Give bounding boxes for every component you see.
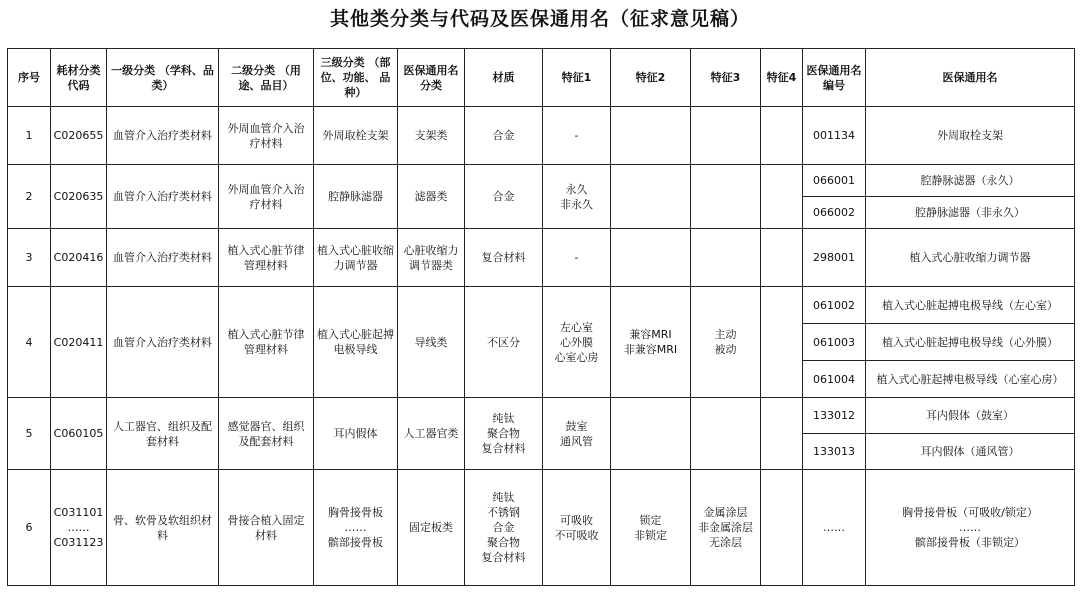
- cell-generic-code: 061002: [803, 287, 866, 324]
- header-level1: 一级分类 （学科、品类）: [107, 49, 219, 107]
- cell-level3: 外周取栓支架: [314, 107, 398, 165]
- cell-feature-3: 金属涂层 非金属涂层 无涂层: [691, 470, 761, 586]
- cell-seq: 5: [8, 398, 51, 470]
- cell-generic-name: 植入式心脏收缩力调节器: [866, 229, 1075, 287]
- header-row: [8, 49, 1075, 107]
- header-feature-1: 特征1: [543, 49, 611, 107]
- cell-seq: 6: [8, 470, 51, 586]
- header-category: 医保通用名 分类: [398, 49, 465, 107]
- header-generic-name: 医保通用名: [866, 49, 1075, 107]
- cell-feature-1: -: [543, 107, 611, 165]
- cell-feature-3: [691, 107, 761, 165]
- cell-level3: 腔静脉滤器: [314, 165, 398, 229]
- cell-level2: 植入式心脏节律 管理材料: [219, 287, 314, 398]
- cell-category: 导线类: [398, 287, 465, 398]
- cell-level3: 耳内假体: [314, 398, 398, 470]
- cell-generic-name: 外周取栓支架: [866, 107, 1075, 165]
- cell-generic-code: 061004: [803, 361, 866, 398]
- cell-seq: 3: [8, 229, 51, 287]
- cell-generic-code: 133013: [803, 434, 866, 470]
- cell-feature-4: [761, 398, 803, 470]
- cell-level2: 植入式心脏节律 管理材料: [219, 229, 314, 287]
- cell-level2: 感觉器官、组织 及配套材料: [219, 398, 314, 470]
- table-row: [8, 287, 1075, 324]
- cell-category: 心脏收缩力 调节器类: [398, 229, 465, 287]
- cell-generic-code: 061003: [803, 324, 866, 361]
- cell-generic-code: 001134: [803, 107, 866, 165]
- table-row: [8, 229, 1075, 287]
- cell-generic-name: 植入式心脏起搏电极导线（左心室）: [866, 287, 1075, 324]
- cell-level2: 骨接合植入固定 材料: [219, 470, 314, 586]
- cell-generic-code: ……: [803, 470, 866, 586]
- cell-feature-3: [691, 165, 761, 229]
- header-feature-4: 特征4: [761, 49, 803, 107]
- cell-code: C060105: [51, 398, 107, 470]
- cell-generic-code: 133012: [803, 398, 866, 434]
- document-title: 其他类分类与代码及医保通用名（征求意见稿）: [329, 8, 750, 30]
- cell-feature-3: 主动 被动: [691, 287, 761, 398]
- cell-material: 纯钛 不锈钢 合金 聚合物 复合材料: [465, 470, 543, 586]
- cell-category: 支架类: [398, 107, 465, 165]
- cell-generic-name: 胸骨接骨板（可吸收/锁定） …… 髌部接骨板（非锁定）: [866, 470, 1075, 586]
- header-feature-2: 特征2: [611, 49, 691, 107]
- cell-code: C020411: [51, 287, 107, 398]
- cell-material: 不区分: [465, 287, 543, 398]
- cell-feature-1: 可吸收 不可吸收: [543, 470, 611, 586]
- cell-feature-2: [611, 107, 691, 165]
- cell-level2: 外周血管介入治 疗材料: [219, 107, 314, 165]
- cell-code: C020416: [51, 229, 107, 287]
- cell-level1: 血管介入治疗类材料: [107, 287, 219, 398]
- cell-material: 合金: [465, 107, 543, 165]
- cell-generic-name: 植入式心脏起搏电极导线（心外膜）: [866, 324, 1075, 361]
- cell-feature-2: [611, 165, 691, 229]
- header-code: 耗材分类 代码: [51, 49, 107, 107]
- cell-generic-name: 耳内假体（鼓室）: [866, 398, 1075, 434]
- table-row: [8, 165, 1075, 197]
- cell-generic-name: 腔静脉滤器（永久）: [866, 165, 1075, 197]
- cell-level3: 植入式心脏收缩 力调节器: [314, 229, 398, 287]
- cell-level1: 血管介入治疗类材料: [107, 229, 219, 287]
- cell-feature-4: [761, 287, 803, 398]
- cell-level1: 人工器官、组织及配 套材料: [107, 398, 219, 470]
- cell-feature-3: [691, 398, 761, 470]
- cell-generic-name: 植入式心脏起搏电极导线（心室心房）: [866, 361, 1075, 398]
- cell-level3: 胸骨接骨板 …… 髌部接骨板: [314, 470, 398, 586]
- header-feature-3: 特征3: [691, 49, 761, 107]
- cell-category: 固定板类: [398, 470, 465, 586]
- cell-seq: 1: [8, 107, 51, 165]
- cell-level2: 外周血管介入治 疗材料: [219, 165, 314, 229]
- cell-material: 合金: [465, 165, 543, 229]
- cell-feature-2: 锁定 非锁定: [611, 470, 691, 586]
- cell-feature-4: [761, 107, 803, 165]
- cell-seq: 2: [8, 165, 51, 229]
- cell-seq: 4: [8, 287, 51, 398]
- table-row: [8, 398, 1075, 434]
- cell-category: 人工器官类: [398, 398, 465, 470]
- cell-feature-1: 永久 非永久: [543, 165, 611, 229]
- cell-feature-4: [761, 165, 803, 229]
- cell-generic-code: 298001: [803, 229, 866, 287]
- cell-feature-1: 左心室 心外膜 心室心房: [543, 287, 611, 398]
- cell-generic-name: 腔静脉滤器（非永久）: [866, 197, 1075, 229]
- cell-code: C020635: [51, 165, 107, 229]
- cell-generic-code: 066001: [803, 165, 866, 197]
- cell-feature-2: [611, 398, 691, 470]
- table-row: [8, 470, 1075, 586]
- header-level3: 三级分类 （部位、功能、 品种）: [314, 49, 398, 107]
- cell-level1: 血管介入治疗类材料: [107, 165, 219, 229]
- cell-feature-2: [611, 229, 691, 287]
- header-material: 材质: [465, 49, 543, 107]
- cell-feature-2: 兼容MRI 非兼容MRI: [611, 287, 691, 398]
- cell-code: C031101 …… C031123: [51, 470, 107, 586]
- header-level2: 二级分类 （用途、品目）: [219, 49, 314, 107]
- cell-material: 复合材料: [465, 229, 543, 287]
- cell-generic-code: 066002: [803, 197, 866, 229]
- cell-feature-1: 鼓室 通风管: [543, 398, 611, 470]
- cell-feature-1: -: [543, 229, 611, 287]
- table-row: [8, 107, 1075, 165]
- header-generic-code: 医保通用名 编号: [803, 49, 866, 107]
- cell-feature-4: [761, 470, 803, 586]
- cell-code: C020655: [51, 107, 107, 165]
- cell-level1: 骨、软骨及软组织材 料: [107, 470, 219, 586]
- cell-feature-3: [691, 229, 761, 287]
- cell-level1: 血管介入治疗类材料: [107, 107, 219, 165]
- header-seq: 序号: [8, 49, 51, 107]
- classification-table: [7, 48, 1075, 586]
- cell-generic-name: 耳内假体（通风管）: [866, 434, 1075, 470]
- cell-category: 滤器类: [398, 165, 465, 229]
- cell-level3: 植入式心脏起搏 电极导线: [314, 287, 398, 398]
- cell-feature-4: [761, 229, 803, 287]
- cell-material: 纯钛 聚合物 复合材料: [465, 398, 543, 470]
